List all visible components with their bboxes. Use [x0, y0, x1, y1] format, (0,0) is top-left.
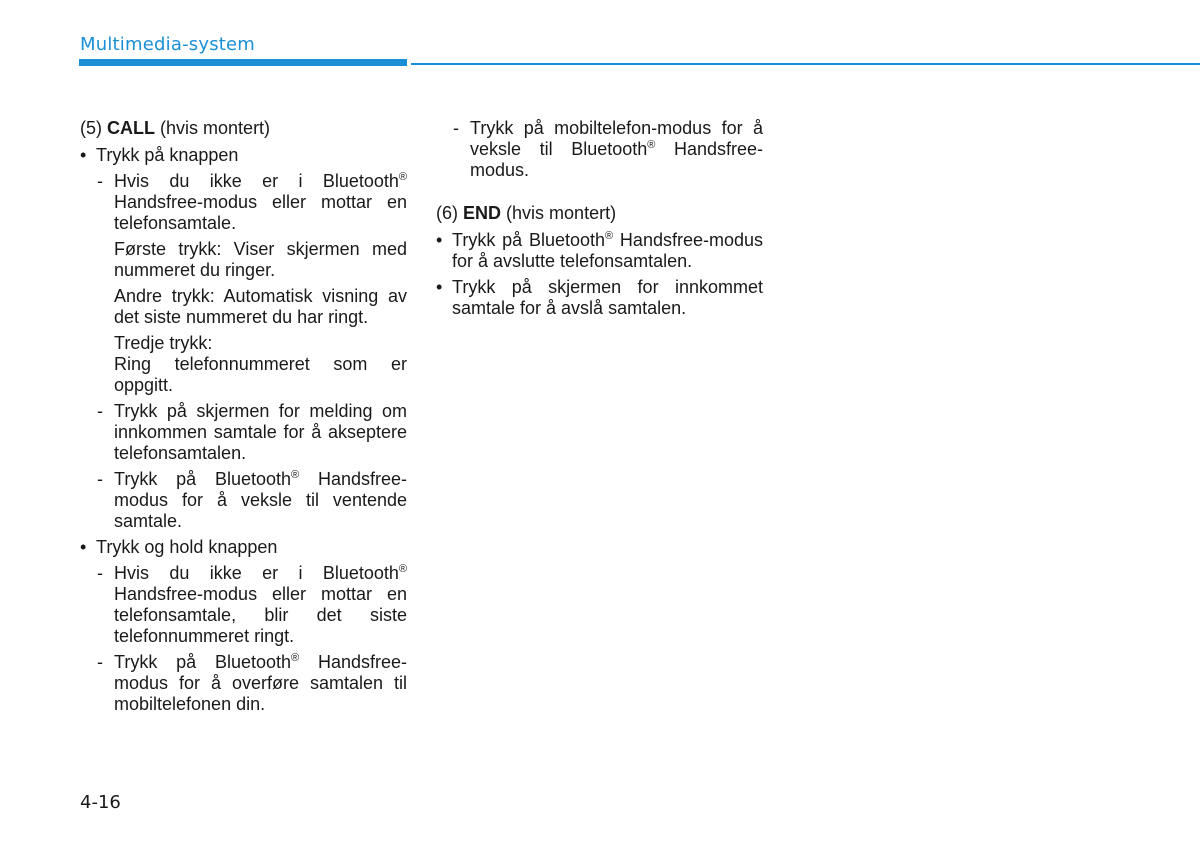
dash-text-cont: Handsfree-modus eller mottar en telefonsamtale, blir det siste telefonnummeret ringt.: [114, 584, 407, 646]
call-number: (5): [80, 118, 102, 138]
spacer: [436, 186, 763, 203]
dash-mark: -: [97, 563, 103, 583]
end-condition: (hvis montert): [506, 203, 617, 223]
bullet-item: [80, 537, 407, 558]
dash-mark: -: [97, 401, 103, 421]
paragraph: Andre trykk: Automatisk visning av det siste nummeret du har ringt.: [114, 286, 407, 327]
right-column: [436, 118, 763, 324]
dash-text-cont: Handsfree-modus for å overføre samtalen til mobiltelefonen din.: [114, 652, 407, 714]
paragraph-line: Tredje trykk:: [114, 333, 213, 353]
dash-mark: -: [97, 469, 103, 489]
bullet-item: [436, 277, 763, 319]
bullet-text: Trykk og hold knappen: [96, 537, 278, 557]
dash-text: Trykk på Bluetooth: [114, 652, 292, 672]
call-condition: (hvis montert): [160, 118, 271, 138]
header-rule-thick: [79, 59, 407, 66]
bullet-mark: •: [80, 537, 87, 557]
end-key: END: [463, 203, 502, 223]
end-heading: [436, 203, 763, 224]
bullet-item: [436, 230, 763, 272]
end-number: (6): [436, 203, 458, 223]
dash-text: Trykk på mobiltelefon-modus for å veksle til Bluetooth: [470, 118, 763, 159]
dash-text: Hvis du ikke er i Bluetooth: [114, 563, 399, 583]
bullet-text: Trykk på knappen: [96, 145, 239, 165]
registered-mark: ®: [291, 469, 300, 481]
registered-mark: ®: [605, 230, 614, 242]
header-rule-thin: [411, 63, 1200, 65]
dash-item: [80, 171, 407, 234]
registered-mark: ®: [398, 563, 407, 575]
paragraph: [80, 333, 407, 396]
bullet-text-cont: Handsfree-modus for å avslutte telefonsamtalen.: [452, 230, 763, 271]
registered-mark: ®: [647, 139, 656, 151]
dash-text-cont: Handsfree-modus eller mottar en telefonsamtale.: [114, 192, 407, 233]
dash-text-cont: Handsfree-modus for å veksle til ventende samtale.: [114, 469, 407, 531]
bullet-text: Trykk på skjermen for innkommet samtale for å avslå samtalen.: [452, 277, 763, 318]
dash-item: [436, 118, 763, 181]
dash-mark: -: [97, 171, 103, 191]
dash-item: [80, 469, 407, 532]
bullet-mark: •: [436, 230, 443, 250]
dash-text: Trykk på Bluetooth: [114, 469, 292, 489]
bullet-item: [80, 145, 407, 166]
dash-item: [80, 563, 407, 647]
dash-mark: -: [97, 652, 103, 672]
page-number: 4-16: [80, 792, 121, 813]
bullet-mark: •: [436, 277, 443, 297]
bullet-text: Trykk på Bluetooth: [452, 230, 606, 250]
registered-mark: ®: [291, 652, 300, 664]
call-key: CALL: [107, 118, 156, 138]
dash-text: Trykk på skjermen for melding om innkommen samtale for å akseptere telefonsamtalen.: [114, 401, 407, 463]
dash-item: [80, 401, 407, 464]
paragraph: Første trykk: Viser skjermen med nummeret du ringer.: [114, 239, 407, 280]
left-column: [80, 118, 407, 720]
call-heading: [80, 118, 407, 139]
dash-mark: -: [453, 118, 459, 138]
section-title: Multimedia-system: [80, 34, 256, 55]
dash-text-cont: Handsfree-modus.: [470, 139, 763, 180]
dash-item: [80, 652, 407, 715]
bullet-mark: •: [80, 145, 87, 165]
registered-mark: ®: [398, 171, 407, 183]
paragraph-line: Ring telefonnummeret som er oppgitt.: [114, 354, 407, 395]
dash-text: Hvis du ikke er i Bluetooth: [114, 171, 399, 191]
